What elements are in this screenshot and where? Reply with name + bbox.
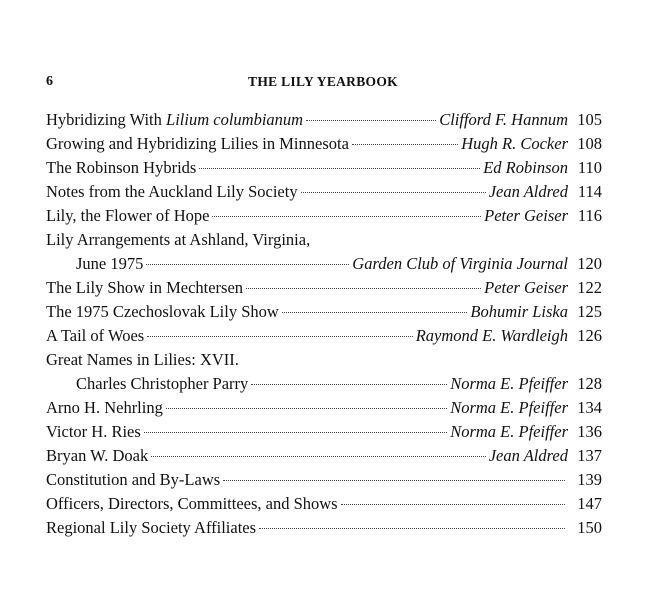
entry-page: 110 <box>577 158 602 177</box>
entry-page: 128 <box>577 374 602 393</box>
dot-leader <box>212 216 481 217</box>
entry-page: 150 <box>577 518 602 537</box>
toc-entry <box>46 420 602 444</box>
dot-leader <box>144 432 447 433</box>
entry-title: The 1975 Czechoslovak Lily Show <box>46 302 279 321</box>
dot-leader <box>251 384 447 385</box>
entry-page: 136 <box>577 422 602 441</box>
page-header <box>46 74 600 94</box>
entry-title: Hybridizing With Lilium columbianum <box>46 110 304 129</box>
entry-page: 108 <box>577 134 602 153</box>
entry-title: Notes from the Auckland Lily Society <box>46 182 298 201</box>
entry-page: 120 <box>577 254 602 273</box>
toc-entry <box>46 276 602 300</box>
toc-entry <box>46 156 602 180</box>
entry-title: Lily Arrangements at Ashland, Virginia, <box>46 230 311 249</box>
entry-title-continued: Charles Christopher Parry <box>76 374 249 393</box>
toc-entry <box>46 108 602 132</box>
entry-page: 116 <box>577 206 602 225</box>
toc-entry <box>46 444 602 468</box>
entry-author: Garden Club of Virginia Journal <box>352 254 568 273</box>
toc-entry <box>46 324 602 348</box>
page-number: 6 <box>46 74 53 89</box>
toc-entry <box>46 204 602 228</box>
entry-title: Lily, the Flower of Hope <box>46 206 210 225</box>
entry-title: Regional Lily Society Affiliates <box>46 518 257 537</box>
table-of-contents <box>46 108 602 540</box>
entry-author: Jean Aldred <box>488 446 568 465</box>
running-title: THE LILY YEARBOOK <box>248 74 398 89</box>
entry-page: 125 <box>577 302 602 321</box>
entry-title: Victor H. Ries <box>46 422 141 441</box>
dot-leader <box>352 144 458 145</box>
entry-page: 114 <box>577 182 602 201</box>
entry-author: Raymond E. Wardleigh <box>415 326 568 345</box>
dot-leader <box>146 264 349 265</box>
entry-page: 122 <box>577 278 602 297</box>
entry-author: Norma E. Pfeiffer <box>450 422 568 441</box>
dot-leader <box>259 528 565 529</box>
entry-author: Peter Geiser <box>484 206 568 225</box>
entry-author: Peter Geiser <box>484 278 568 297</box>
entry-title: Growing and Hybridizing Lilies in Minnesota <box>46 134 349 153</box>
entry-title-continued: June 1975 <box>76 254 144 273</box>
dot-leader <box>246 288 481 289</box>
dot-leader <box>147 336 412 337</box>
entry-title: The Robinson Hybrids <box>46 158 197 177</box>
entry-title: Bryan W. Doak <box>46 446 149 465</box>
entry-author: Hugh R. Cocker <box>461 134 568 153</box>
dot-leader <box>151 456 486 457</box>
toc-entry <box>46 468 602 492</box>
entry-title: Arno H. Nehrling <box>46 398 163 417</box>
entry-page: 139 <box>577 470 602 489</box>
dot-leader <box>306 120 436 121</box>
dot-leader <box>282 312 468 313</box>
entry-title: Constitution and By-Laws <box>46 470 221 489</box>
entry-title: Great Names in Lilies: XVII. <box>46 350 239 369</box>
toc-entry <box>46 132 602 156</box>
toc-entry <box>46 516 602 540</box>
toc-entry <box>46 492 602 516</box>
entry-author: Norma E. Pfeiffer <box>450 398 568 417</box>
entry-author: Ed Robinson <box>483 158 568 177</box>
dot-leader <box>301 192 486 193</box>
entry-title: The Lily Show in Mechtersen <box>46 278 244 297</box>
entry-author: Jean Aldred <box>488 182 568 201</box>
entry-title: Officers, Directors, Committees, and Shows <box>46 494 338 513</box>
dot-leader <box>166 408 447 409</box>
toc-entry <box>46 396 602 420</box>
entry-page: 126 <box>577 326 602 345</box>
dot-leader <box>199 168 480 169</box>
toc-entry <box>46 180 602 204</box>
toc-entry <box>46 348 602 396</box>
entry-page: 137 <box>577 446 602 465</box>
entry-page: 134 <box>577 398 602 417</box>
entry-author: Norma E. Pfeiffer <box>450 374 568 393</box>
dot-leader <box>223 480 565 481</box>
entry-author: Clifford F. Hannum <box>439 110 568 129</box>
toc-entry <box>46 228 602 276</box>
entry-author: Bohumir Liska <box>470 302 568 321</box>
entry-page: 105 <box>577 110 602 129</box>
toc-entry <box>46 300 602 324</box>
entry-title: A Tail of Woes <box>46 326 145 345</box>
dot-leader <box>341 504 565 505</box>
entry-title-italic: Lilium columbianum <box>166 110 304 129</box>
entry-page: 147 <box>577 494 602 513</box>
